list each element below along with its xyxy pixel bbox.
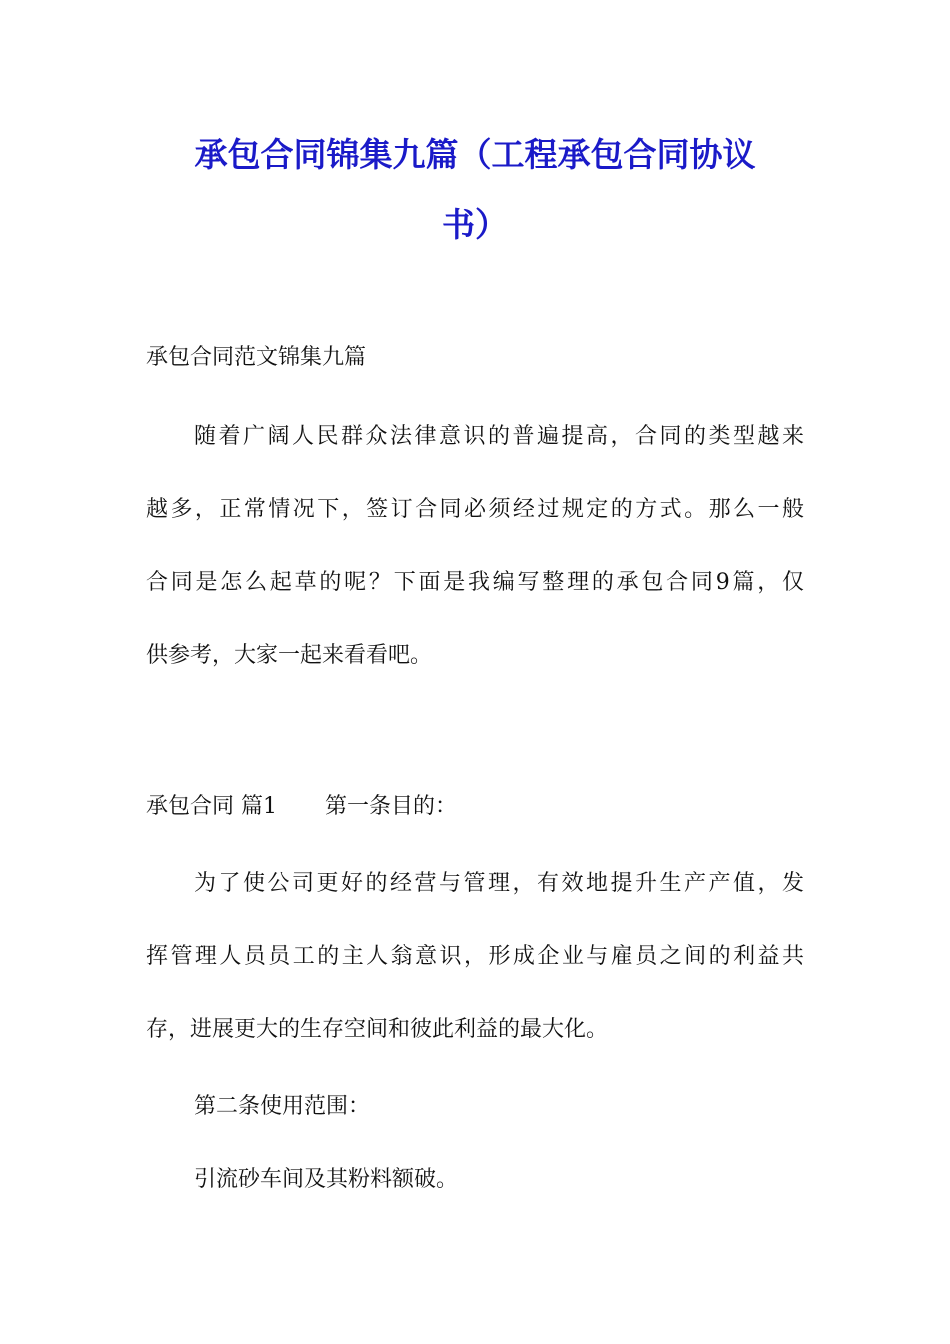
- intro-line-1: 随着广阔人民群众法律意识的普遍提高，合同的类型越来: [194, 424, 804, 449]
- article-1-line-1: 为了使公司更好的经营与管理，有效地提升生产产值，发: [194, 871, 804, 896]
- document-title-line-2: 书）: [442, 205, 508, 244]
- article-1-title: 第一条目的：: [325, 794, 458, 819]
- document-subtitle: 承包合同范文锦集九篇: [146, 345, 367, 370]
- intro-line-3: 合同是怎么起草的呢？下面是我编写整理的承包合同9篇，仅: [146, 570, 804, 595]
- section-1-heading-row: [146, 792, 457, 822]
- intro-line-2: 越多，正常情况下，签订合同必须经过规定的方式。那么一般: [146, 497, 804, 522]
- article-1-line-3: 存，进展更大的生存空间和彼此利益的最大化。: [146, 1017, 609, 1042]
- section-1-heading: 承包合同 篇1: [146, 794, 277, 819]
- document-title-line-1: 承包合同锦集九篇（工程承包合同协议: [194, 135, 756, 174]
- article-1-line-2: 挥管理人员员工的主人翁意识，形成企业与雇员之间的利益共: [146, 944, 804, 969]
- intro-line-4: 供参考，大家一起来看看吧。: [146, 643, 433, 668]
- article-2-title: 第二条使用范围：: [194, 1094, 371, 1119]
- article-2-text: 引流砂车间及其粉料额破。: [194, 1167, 459, 1192]
